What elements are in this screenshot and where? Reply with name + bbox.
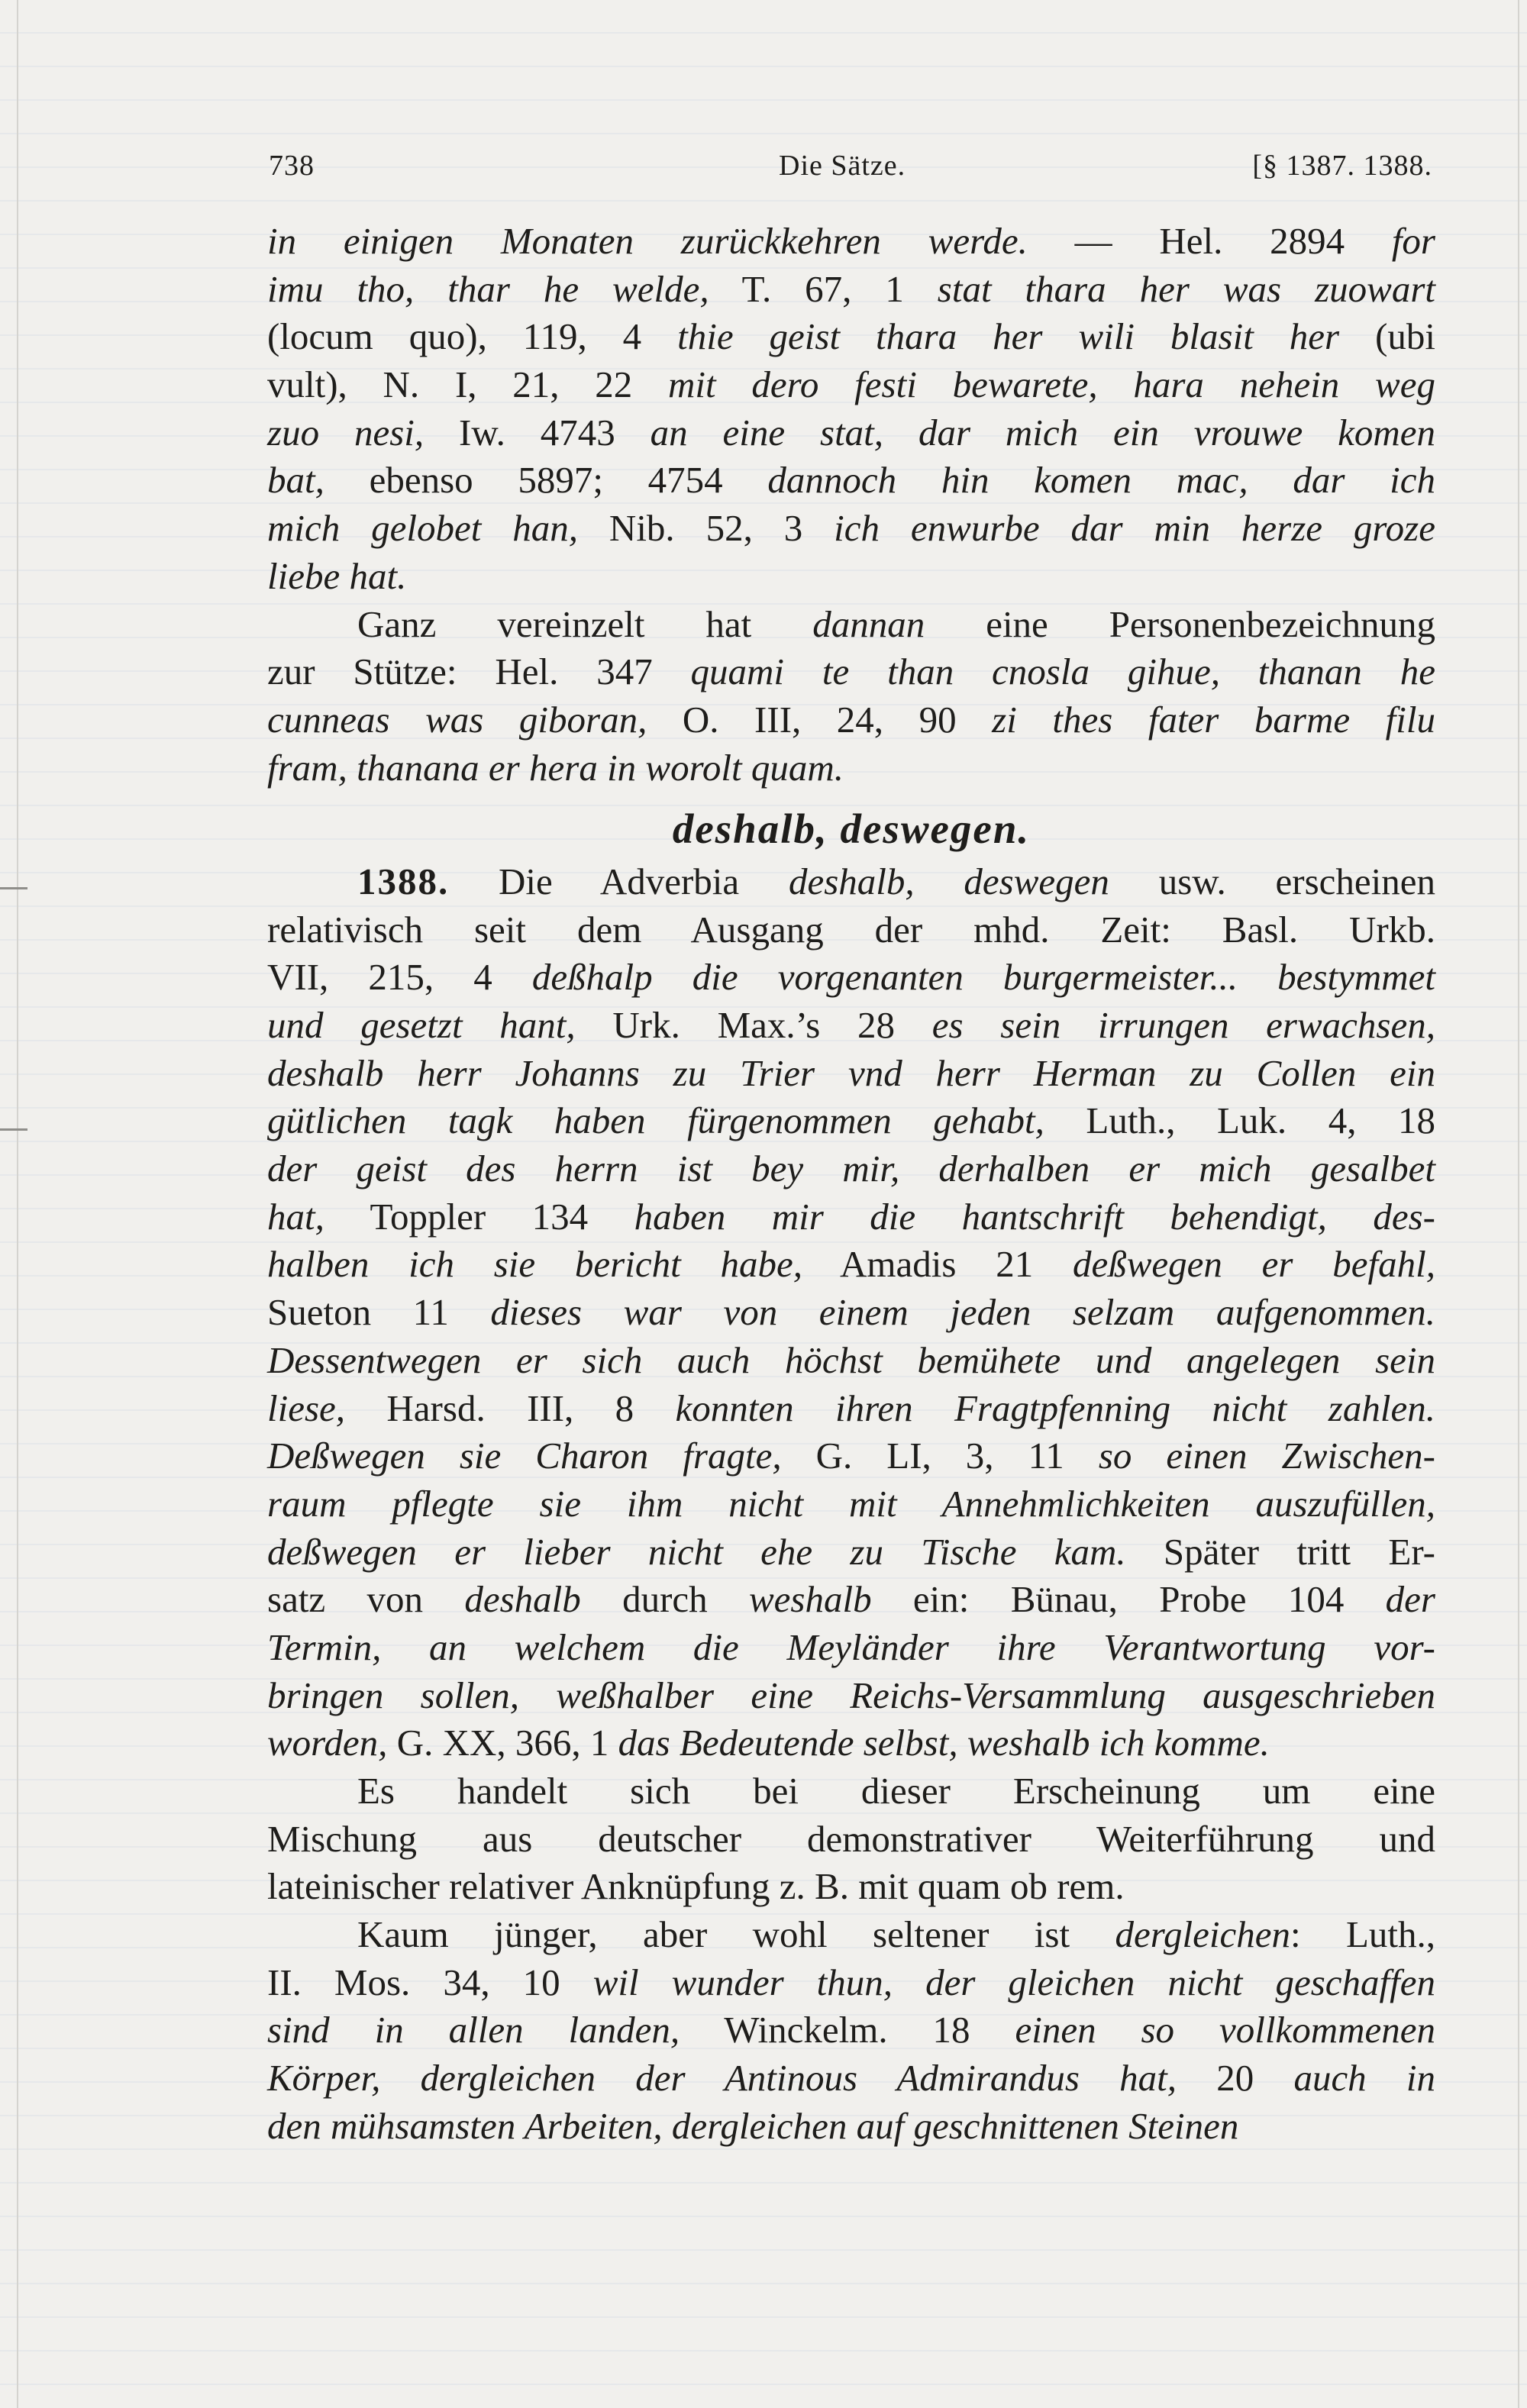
text-line	[267, 1624, 1435, 1672]
italic-quote: Dessentwegen er sich auch höchst bemühete und angelegen sein	[267, 1338, 1435, 1381]
roman-text: Später tritt Er-	[1125, 1530, 1435, 1573]
italic-quote: raum pflegte sie ihm nicht mit Annehmlichkeiten auszufüllen,	[267, 1482, 1435, 1525]
italic-quote: sind in allen landen,	[267, 2009, 680, 2051]
text-line	[267, 1193, 1435, 1241]
roman-text: lateinischer relativer Anknüpfung z. B. mit quam ob rem.	[267, 1865, 1125, 1908]
text-line	[267, 1337, 1435, 1385]
roman-text: Sueton 11	[267, 1291, 491, 1334]
roman-text: : Luth.,	[1290, 1913, 1435, 1956]
text-line	[267, 1050, 1435, 1098]
roman-text: Es handelt sich bei dieser Erscheinung um eine	[357, 1770, 1435, 1812]
italic-quote: for	[1391, 220, 1435, 262]
italic-quote: deßwegen er befahl,	[1073, 1243, 1435, 1286]
italic-quote: deshalb	[464, 1578, 581, 1621]
section-range: [§ 1387. 1388.	[1252, 150, 1432, 182]
italic-quote: thie geist thara her wili blasit her	[677, 315, 1340, 358]
text-line	[267, 1002, 1435, 1050]
text-line	[267, 1911, 1435, 1959]
text-line	[267, 648, 1435, 696]
roman-text: Harsd. III, 8	[345, 1386, 676, 1429]
italic-quote: es sein irrungen erwachsen,	[931, 1004, 1435, 1046]
italic-quote: der	[1385, 1578, 1435, 1621]
heading-text: deshalb, deswegen.	[672, 805, 1031, 853]
italic-quote: deßwegen er lieber nicht ehe zu Tische kam.	[267, 1530, 1126, 1573]
text-line	[267, 1672, 1435, 1720]
roman-text: (ubi	[1339, 315, 1435, 358]
running-title: Die Sätze.	[779, 150, 906, 182]
roman-text: VII, 215, 4	[267, 956, 532, 999]
italic-quote: deshalb herr Johanns zu Trier vnd herr Herman zu Collen ein	[267, 1051, 1435, 1094]
roman-text: relativisch seit dem Ausgang der mhd. Zeit: Basl. Urkb.	[267, 908, 1435, 951]
italic-quote: worden,	[267, 1722, 388, 1764]
italic-quote: cunneas was giboran,	[267, 698, 647, 741]
italic-quote: fram, thanana er hera in worolt quam.	[267, 746, 844, 789]
text-line	[267, 601, 1435, 649]
roman-text: zur Stütze: Hel. 347	[267, 650, 691, 693]
section-number: 1388.	[357, 860, 450, 902]
italic-quote: Deßwegen sie Charon fragte,	[267, 1435, 782, 1477]
text-line	[267, 1576, 1435, 1624]
text-line	[267, 696, 1435, 744]
italic-quote: zi thes fater barme filu	[992, 698, 1436, 741]
text-line	[267, 457, 1435, 505]
text-line	[267, 409, 1435, 457]
roman-text: ein: Bünau, Probe 104	[871, 1578, 1386, 1621]
text-line	[267, 954, 1435, 1002]
text-line	[267, 2006, 1435, 2055]
italic-quote: in einigen Monaten zurückkehren werde.	[267, 220, 1028, 262]
italic-quote: dannan	[812, 602, 925, 645]
page-edge-right	[1518, 0, 1519, 2408]
roman-text: Urk. Max.’s 28	[575, 1004, 932, 1046]
italic-quote: gütlichen tagk haben fürgenommen gehabt,	[267, 1099, 1044, 1142]
italic-quote: ich enwurbe dar min herze groze	[834, 507, 1435, 550]
text-line	[267, 1959, 1435, 2007]
italic-quote: an eine stat, dar mich ein vrouwe komen	[650, 411, 1436, 454]
italic-quote: zuo nesi,	[267, 411, 425, 454]
roman-text: eine Personenbezeichnung	[925, 602, 1435, 645]
italic-quote: so einen Zwischen-	[1098, 1435, 1435, 1477]
text-line	[267, 505, 1435, 553]
roman-text: 20	[1177, 2057, 1294, 2100]
roman-text: Winckelm. 18	[680, 2009, 1015, 2051]
roman-text: Amadis 21	[802, 1243, 1073, 1286]
italic-quote: bat,	[267, 459, 324, 502]
italic-quote: das Bedeutende selbst, weshalb ich komme.	[618, 1722, 1270, 1764]
margin-mark	[0, 1128, 27, 1131]
text-line	[267, 1289, 1435, 1337]
italic-quote: wil wunder thun, der gleichen nicht geschaffen	[592, 1961, 1435, 2003]
roman-text: ebenso 5897; 4754	[324, 459, 768, 502]
text-line	[267, 1863, 1435, 1911]
text-line	[267, 313, 1435, 361]
text-line	[267, 361, 1435, 409]
roman-text: II. Mos. 34, 10	[267, 1961, 593, 2003]
roman-text: Kaum jünger, aber wohl seltener ist	[357, 1913, 1115, 1956]
italic-quote: der geist des herrn ist bey mir, derhalben er mich gesalbet	[267, 1148, 1435, 1190]
text-line	[267, 1385, 1435, 1433]
text-line	[267, 858, 1435, 906]
text-line	[267, 553, 1435, 601]
body-text	[267, 218, 1435, 2151]
italic-quote: den mühsamsten Arbeiten, dergleichen auf geschnittenen Steinen	[267, 2104, 1239, 2147]
roman-text: durch	[580, 1578, 749, 1621]
text-line	[267, 2103, 1435, 2151]
page-edge-left	[17, 0, 18, 2408]
section-heading	[267, 805, 1435, 854]
italic-quote: auch in	[1293, 2057, 1435, 2100]
roman-text: O. III, 24, 90	[647, 698, 993, 741]
text-line	[267, 1719, 1435, 1767]
text-line	[267, 1767, 1435, 1816]
roman-text: Iw. 4743	[424, 411, 651, 454]
text-line	[267, 1097, 1435, 1145]
italic-quote: liese,	[267, 1386, 346, 1429]
roman-text: (locum quo), 119, 4	[267, 315, 678, 358]
text-line	[267, 1528, 1435, 1577]
italic-quote: hat,	[267, 1195, 324, 1238]
text-line	[267, 1816, 1435, 1864]
italic-quote: quami te than cnosla gihue, thanan he	[690, 650, 1436, 693]
roman-text: Luth., Luk. 4, 18	[1044, 1099, 1435, 1142]
roman-text: vult), N. I, 21, 22	[267, 363, 669, 406]
roman-text: Die Adverbia	[449, 860, 789, 902]
italic-quote: Termin, an welchem die Meyländer ihre Verantwortung vor-	[267, 1625, 1435, 1668]
italic-quote: halben ich sie bericht habe,	[267, 1243, 802, 1286]
roman-text: G. LI, 3, 11	[781, 1435, 1099, 1477]
italic-quote: stat thara her was zuowart	[937, 267, 1435, 310]
roman-text: Mischung aus deutscher demonstrativer Weiterführung und	[267, 1817, 1435, 1860]
roman-text: Nib. 52, 3	[578, 507, 835, 550]
italic-quote: haben mir die hantschrift behendigt, des-	[634, 1195, 1435, 1238]
roman-text: — Hel. 2894	[1027, 220, 1392, 262]
italic-quote: und gesetzt hant,	[267, 1004, 576, 1046]
text-line	[267, 906, 1435, 954]
italic-quote: dergleichen	[1115, 1913, 1290, 1956]
italic-quote: imu tho, thar he welde,	[267, 267, 709, 310]
text-line	[267, 744, 1435, 792]
text-line	[267, 1432, 1435, 1480]
roman-text: G. XX, 366, 1	[387, 1722, 618, 1764]
italic-quote: dieses war von einem jeden selzam aufgenommen.	[490, 1291, 1435, 1334]
text-line	[267, 266, 1435, 314]
italic-quote: deßhalp die vorgenanten burgermeister... bestymmet	[531, 956, 1435, 999]
roman-text: usw. erscheinen	[1109, 860, 1435, 902]
italic-quote: mich gelobet han,	[267, 507, 579, 550]
italic-quote: deshalb, deswegen	[788, 860, 1109, 902]
italic-quote: Körper, dergleichen der Antinous Admirandus hat,	[267, 2057, 1177, 2100]
margin-mark	[0, 887, 27, 889]
roman-text: satz von	[267, 1578, 465, 1621]
roman-text: T. 67, 1	[709, 267, 938, 310]
italic-quote: weshalb	[748, 1578, 872, 1621]
text-line	[267, 1145, 1435, 1193]
italic-quote: bringen sollen, weßhalber eine Reichs-Versammlung ausgeschrieben	[267, 1674, 1435, 1716]
roman-text: Ganz vereinzelt hat	[357, 602, 813, 645]
italic-quote: einen so vollkommenen	[1015, 2009, 1435, 2051]
text-line	[267, 1480, 1435, 1528]
text-line	[267, 1241, 1435, 1289]
running-head	[269, 149, 1437, 195]
italic-quote: dannoch hin komen mac, dar ich	[767, 459, 1435, 502]
italic-quote: mit dero festi bewarete, hara nehein weg	[668, 363, 1435, 406]
page-number: 738	[269, 150, 315, 182]
text-line	[267, 2055, 1435, 2103]
text-line	[267, 218, 1435, 266]
italic-quote: liebe hat.	[267, 554, 407, 597]
roman-text: Toppler 134	[324, 1195, 634, 1238]
italic-quote: konnten ihren Fragtpfenning nicht zahlen.	[675, 1386, 1435, 1429]
